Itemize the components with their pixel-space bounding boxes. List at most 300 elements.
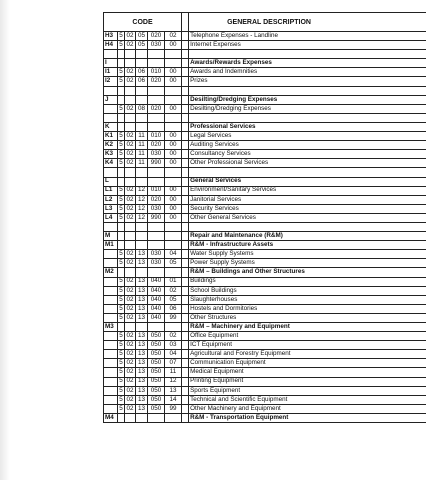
description-cell bbox=[189, 168, 426, 177]
code-digit-cell: 5 bbox=[119, 40, 123, 48]
code-object-cell bbox=[148, 86, 165, 95]
table-row bbox=[104, 195, 426, 204]
code-group-cell: 02 bbox=[126, 377, 134, 385]
row-key-cell bbox=[104, 350, 118, 359]
code-subgroup-cell: 11 bbox=[136, 132, 148, 141]
code-object-cell bbox=[148, 122, 165, 131]
code-group-cell: 02 bbox=[126, 295, 134, 303]
code-sub-object-cell bbox=[165, 222, 182, 231]
section-row bbox=[104, 59, 426, 68]
code-group-cell: 02 bbox=[126, 368, 134, 376]
table-row bbox=[104, 395, 426, 404]
description-cell: Telephone Expenses - Landline bbox=[189, 32, 426, 41]
code-object-cell: 040 bbox=[148, 304, 165, 313]
code-group-cell bbox=[125, 95, 136, 104]
column-gap bbox=[182, 304, 189, 313]
code-sub-object-cell: 14 bbox=[165, 395, 182, 404]
description-cell: Office Equipment bbox=[189, 332, 426, 341]
row-key-cell bbox=[104, 277, 118, 286]
code-subgroup-cell bbox=[136, 122, 148, 131]
code-object-cell bbox=[148, 95, 165, 104]
code-object-cell: 990 bbox=[148, 159, 165, 168]
code-object-cell bbox=[148, 323, 165, 332]
table-row bbox=[104, 141, 426, 150]
description-cell: Security Services bbox=[189, 204, 426, 213]
code-object-cell: 020 bbox=[148, 195, 165, 204]
description-cell: Awards and Indemnities bbox=[189, 68, 426, 77]
code-digit-cell bbox=[118, 323, 125, 332]
code-subgroup-cell bbox=[136, 222, 148, 231]
code-digit-cell bbox=[118, 168, 125, 177]
code-digit-cell: 5 bbox=[119, 31, 123, 39]
code-digit-cell bbox=[118, 50, 125, 59]
code-sub-object-cell: 00 bbox=[165, 104, 182, 113]
description-cell: Agricultural and Forestry Equipment bbox=[189, 350, 426, 359]
code-object-cell: 030 bbox=[148, 204, 165, 213]
column-gap bbox=[182, 359, 189, 368]
code-digit-cell bbox=[118, 86, 125, 95]
code-digit-cell bbox=[118, 122, 125, 131]
code-digit-cell: 5 bbox=[119, 77, 123, 85]
column-gap bbox=[182, 323, 189, 332]
code-subgroup-cell: 13 bbox=[136, 386, 148, 395]
code-subgroup-cell bbox=[136, 177, 148, 186]
code-subgroup-cell: 06 bbox=[136, 68, 148, 77]
code-group-cell: 02 bbox=[126, 259, 134, 267]
column-gap bbox=[182, 59, 189, 68]
section-row bbox=[104, 122, 426, 131]
table-row bbox=[104, 286, 426, 295]
code-group-cell: 02 bbox=[126, 104, 134, 112]
column-gap bbox=[182, 404, 189, 413]
section-row bbox=[104, 268, 426, 277]
description-cell: School Buildings bbox=[189, 286, 426, 295]
column-gap bbox=[182, 68, 189, 77]
description-cell bbox=[189, 222, 426, 231]
code-sub-object-cell: 02 bbox=[165, 332, 182, 341]
code-digit-cell: 5 bbox=[119, 295, 123, 303]
code-object-cell bbox=[148, 113, 165, 122]
code-digit-cell bbox=[118, 95, 125, 104]
column-gap bbox=[182, 368, 189, 377]
code-subgroup-cell bbox=[136, 86, 148, 95]
column-gap bbox=[182, 413, 189, 422]
row-key-cell bbox=[104, 386, 118, 395]
row-key-cell bbox=[104, 304, 118, 313]
description-cell: R&M – Machinery and Equipment bbox=[189, 323, 426, 332]
code-object-cell bbox=[148, 241, 165, 250]
code-object-cell: 020 bbox=[148, 77, 165, 86]
row-key-cell: L bbox=[104, 177, 118, 186]
code-sub-object-cell bbox=[165, 95, 182, 104]
code-sub-object-cell: 04 bbox=[165, 350, 182, 359]
row-key-cell: K2 bbox=[104, 141, 118, 150]
code-group-cell bbox=[125, 50, 136, 59]
code-digit-cell bbox=[118, 113, 125, 122]
code-group-cell: 02 bbox=[126, 213, 134, 221]
row-key-cell: L2 bbox=[104, 195, 118, 204]
code-group-cell: 02 bbox=[126, 359, 134, 367]
code-digit-cell: 5 bbox=[119, 368, 123, 376]
description-cell: Other Machinery and Equipment bbox=[189, 404, 426, 413]
column-gap bbox=[182, 286, 189, 295]
table-row bbox=[104, 304, 426, 313]
code-sub-object-cell: 04 bbox=[165, 250, 182, 259]
code-digit-cell: 5 bbox=[119, 386, 123, 394]
code-object-cell: 030 bbox=[148, 150, 165, 159]
column-gap bbox=[182, 104, 189, 113]
description-cell: Environment/Sanitary Services bbox=[189, 186, 426, 195]
code-group-cell: 02 bbox=[126, 40, 134, 48]
code-object-cell bbox=[148, 50, 165, 59]
code-digit-cell: 5 bbox=[119, 150, 123, 158]
code-subgroup-cell: 13 bbox=[136, 377, 148, 386]
code-digit-cell: 5 bbox=[119, 159, 123, 167]
code-digit-cell: 5 bbox=[119, 395, 123, 403]
code-subgroup-cell: 13 bbox=[136, 332, 148, 341]
description-cell: Repair and Maintenance (R&M) bbox=[189, 232, 426, 241]
description-cell: Other Structures bbox=[189, 313, 426, 322]
code-sub-object-cell: 00 bbox=[165, 195, 182, 204]
table-row bbox=[104, 86, 426, 95]
description-cell bbox=[189, 113, 426, 122]
code-sub-object-cell: 00 bbox=[165, 186, 182, 195]
code-group-cell: 02 bbox=[126, 195, 134, 203]
code-object-cell bbox=[148, 232, 165, 241]
row-key-cell: L4 bbox=[104, 213, 118, 222]
column-gap bbox=[182, 113, 189, 122]
code-subgroup-cell bbox=[136, 59, 148, 68]
code-group-cell bbox=[125, 59, 136, 68]
code-sub-object-cell bbox=[165, 177, 182, 186]
code-digit-cell: 5 bbox=[119, 195, 123, 203]
code-digit-cell bbox=[118, 222, 125, 231]
section-row bbox=[104, 413, 426, 422]
column-gap bbox=[182, 141, 189, 150]
code-subgroup-cell: 13 bbox=[136, 286, 148, 295]
code-subgroup-cell: 13 bbox=[136, 341, 148, 350]
code-object-cell: 050 bbox=[148, 368, 165, 377]
column-gap bbox=[182, 232, 189, 241]
row-key-cell bbox=[104, 104, 118, 113]
code-group-cell: 02 bbox=[126, 77, 134, 85]
scan-edge bbox=[0, 0, 10, 480]
description-cell: Legal Services bbox=[189, 132, 426, 141]
description-cell: ICT Equipment bbox=[189, 341, 426, 350]
code-sub-object-cell bbox=[165, 268, 182, 277]
code-sub-object-cell: 00 bbox=[165, 132, 182, 141]
code-digit-cell: 5 bbox=[119, 204, 123, 212]
row-key-cell: M bbox=[104, 232, 118, 241]
column-gap bbox=[182, 32, 189, 41]
code-group-cell bbox=[125, 232, 136, 241]
code-object-cell: 020 bbox=[148, 32, 165, 41]
column-gap bbox=[182, 250, 189, 259]
column-gap bbox=[182, 177, 189, 186]
code-subgroup-cell bbox=[136, 232, 148, 241]
column-gap bbox=[182, 132, 189, 141]
column-gap bbox=[182, 41, 189, 50]
code-sub-object-cell bbox=[165, 241, 182, 250]
code-sub-object-cell: 05 bbox=[165, 259, 182, 268]
table-row bbox=[104, 359, 426, 368]
code-object-cell: 040 bbox=[148, 313, 165, 322]
row-key-cell: M1 bbox=[104, 241, 118, 250]
description-cell: Internet Expenses bbox=[189, 41, 426, 50]
section-row bbox=[104, 232, 426, 241]
code-subgroup-cell: 08 bbox=[136, 104, 148, 113]
table-row bbox=[104, 368, 426, 377]
table-row bbox=[104, 32, 426, 41]
code-object-cell bbox=[148, 168, 165, 177]
description-cell: Hostels and Dormitories bbox=[189, 304, 426, 313]
code-group-cell: 02 bbox=[126, 159, 134, 167]
code-digit-cell: 5 bbox=[119, 141, 123, 149]
row-key-cell bbox=[104, 286, 118, 295]
table-row bbox=[104, 213, 426, 222]
code-digit-cell bbox=[118, 59, 125, 68]
code-object-cell: 010 bbox=[148, 68, 165, 77]
code-subgroup-cell: 13 bbox=[136, 250, 148, 259]
code-sub-object-cell bbox=[165, 59, 182, 68]
code-group-cell: 02 bbox=[126, 131, 134, 139]
code-sub-object-cell bbox=[165, 122, 182, 131]
code-group-cell: 02 bbox=[126, 31, 134, 39]
code-sub-object-cell bbox=[165, 113, 182, 122]
row-key-cell: I2 bbox=[104, 77, 118, 86]
code-object-cell: 040 bbox=[148, 286, 165, 295]
row-key-cell: L1 bbox=[104, 186, 118, 195]
code-group-cell: 02 bbox=[126, 395, 134, 403]
code-group-cell: 02 bbox=[126, 331, 134, 339]
row-key-cell bbox=[104, 404, 118, 413]
code-digit-cell: 5 bbox=[119, 104, 123, 112]
code-object-cell: 030 bbox=[148, 250, 165, 259]
row-key-cell bbox=[104, 341, 118, 350]
code-digit-cell: 5 bbox=[119, 213, 123, 221]
code-sub-object-cell: 07 bbox=[165, 359, 182, 368]
code-object-cell: 050 bbox=[148, 350, 165, 359]
code-subgroup-cell: 13 bbox=[136, 359, 148, 368]
code-digit-cell: 5 bbox=[119, 68, 123, 76]
description-cell: Auditing Services bbox=[189, 141, 426, 150]
code-sub-object-cell: 00 bbox=[165, 159, 182, 168]
description-cell: Desilting/Dredging Expenses bbox=[189, 95, 426, 104]
code-sub-object-cell bbox=[165, 413, 182, 422]
section-row bbox=[104, 95, 426, 104]
column-gap bbox=[182, 222, 189, 231]
row-key-cell: M3 bbox=[104, 323, 118, 332]
row-key-cell: K bbox=[104, 122, 118, 131]
row-key-cell bbox=[104, 313, 118, 322]
code-digit-cell bbox=[118, 177, 125, 186]
description-cell: Professional Services bbox=[189, 122, 426, 131]
code-sub-object-cell: 00 bbox=[165, 141, 182, 150]
description-header: GENERAL DESCRIPTION bbox=[189, 13, 426, 32]
column-gap bbox=[182, 50, 189, 59]
table-row bbox=[104, 295, 426, 304]
code-subgroup-cell: 12 bbox=[136, 204, 148, 213]
code-subgroup-cell: 11 bbox=[136, 150, 148, 159]
section-row bbox=[104, 177, 426, 186]
code-group-cell: 02 bbox=[126, 68, 134, 76]
code-group-cell bbox=[125, 113, 136, 122]
table-row bbox=[104, 159, 426, 168]
column-gap bbox=[182, 259, 189, 268]
column-gap bbox=[182, 313, 189, 322]
description-cell bbox=[189, 50, 426, 59]
table-row bbox=[104, 404, 426, 413]
description-cell: General Services bbox=[189, 177, 426, 186]
table-row bbox=[104, 186, 426, 195]
column-gap bbox=[182, 168, 189, 177]
code-header: CODE bbox=[104, 13, 182, 32]
row-key-cell bbox=[104, 295, 118, 304]
table-row bbox=[104, 204, 426, 213]
column-gap bbox=[182, 332, 189, 341]
code-group-cell: 02 bbox=[126, 404, 134, 412]
code-subgroup-cell: 11 bbox=[136, 159, 148, 168]
code-object-cell: 010 bbox=[148, 186, 165, 195]
table-row bbox=[104, 332, 426, 341]
code-sub-object-cell bbox=[165, 168, 182, 177]
table-row bbox=[104, 250, 426, 259]
code-subgroup-cell: 05 bbox=[136, 41, 148, 50]
code-group-cell: 02 bbox=[126, 204, 134, 212]
table-header-row bbox=[104, 13, 426, 32]
code-subgroup-cell bbox=[136, 413, 148, 422]
table-row bbox=[104, 259, 426, 268]
description-cell: R&M - Infrastructure Assets bbox=[189, 241, 426, 250]
code-group-cell: 02 bbox=[126, 186, 134, 194]
code-object-cell: 030 bbox=[148, 41, 165, 50]
code-group-cell: 02 bbox=[126, 313, 134, 321]
code-subgroup-cell: 12 bbox=[136, 213, 148, 222]
code-sub-object-cell: 00 bbox=[165, 68, 182, 77]
code-digit-cell: 5 bbox=[119, 359, 123, 367]
code-digit-cell: 5 bbox=[119, 377, 123, 385]
column-gap bbox=[182, 386, 189, 395]
description-cell: Printing Equipment bbox=[189, 377, 426, 386]
code-digit-cell bbox=[118, 413, 125, 422]
code-digit-cell bbox=[118, 268, 125, 277]
code-group-cell bbox=[125, 413, 136, 422]
table-row bbox=[104, 350, 426, 359]
code-sub-object-cell: 99 bbox=[165, 313, 182, 322]
description-cell bbox=[189, 86, 426, 95]
code-object-cell: 050 bbox=[148, 332, 165, 341]
table-row bbox=[104, 113, 426, 122]
code-sub-object-cell: 00 bbox=[165, 204, 182, 213]
table-row bbox=[104, 150, 426, 159]
code-digit-cell: 5 bbox=[119, 259, 123, 267]
code-subgroup-cell bbox=[136, 241, 148, 250]
row-key-cell bbox=[104, 250, 118, 259]
code-digit-cell: 5 bbox=[119, 186, 123, 194]
column-gap bbox=[182, 95, 189, 104]
header-gap bbox=[182, 13, 189, 32]
description-cell: R&M – Buildings and Other Structures bbox=[189, 268, 426, 277]
column-gap bbox=[182, 186, 189, 195]
table-row bbox=[104, 222, 426, 231]
code-object-cell bbox=[148, 268, 165, 277]
code-group-cell: 02 bbox=[126, 386, 134, 394]
code-subgroup-cell: 06 bbox=[136, 77, 148, 86]
description-cell: Sports Equipment bbox=[189, 386, 426, 395]
column-gap bbox=[182, 86, 189, 95]
code-subgroup-cell bbox=[136, 95, 148, 104]
code-subgroup-cell bbox=[136, 323, 148, 332]
code-sub-object-cell: 03 bbox=[165, 341, 182, 350]
code-object-cell bbox=[148, 59, 165, 68]
code-subgroup-cell bbox=[136, 50, 148, 59]
section-row bbox=[104, 241, 426, 250]
code-subgroup-cell: 13 bbox=[136, 259, 148, 268]
code-subgroup-cell: 13 bbox=[136, 350, 148, 359]
code-sub-object-cell: 12 bbox=[165, 377, 182, 386]
description-cell: Slaughterhouses bbox=[189, 295, 426, 304]
code-object-cell: 040 bbox=[148, 277, 165, 286]
table-row bbox=[104, 377, 426, 386]
code-group-cell: 02 bbox=[126, 341, 134, 349]
row-key-cell bbox=[104, 259, 118, 268]
code-digit-cell: 5 bbox=[119, 350, 123, 358]
code-subgroup-cell: 13 bbox=[136, 304, 148, 313]
code-object-cell bbox=[148, 413, 165, 422]
description-cell: Water Supply Systems bbox=[189, 250, 426, 259]
description-cell: Communication Equipment bbox=[189, 359, 426, 368]
code-digit-cell bbox=[118, 241, 125, 250]
code-subgroup-cell: 13 bbox=[136, 404, 148, 413]
code-subgroup-cell: 13 bbox=[136, 313, 148, 322]
description-cell: Desilting/Dredging Expenses bbox=[189, 104, 426, 113]
column-gap bbox=[182, 213, 189, 222]
row-key-cell: H3 bbox=[104, 32, 118, 41]
code-digit-cell: 5 bbox=[119, 250, 123, 258]
code-digit-cell: 5 bbox=[119, 277, 123, 285]
column-gap bbox=[182, 195, 189, 204]
description-cell: Awards/Rewards Expenses bbox=[189, 59, 426, 68]
row-key-cell: K1 bbox=[104, 132, 118, 141]
code-digit-cell: 5 bbox=[119, 331, 123, 339]
code-digit-cell: 5 bbox=[119, 304, 123, 312]
code-group-cell bbox=[125, 323, 136, 332]
table-row bbox=[104, 386, 426, 395]
column-gap bbox=[182, 268, 189, 277]
row-key-cell bbox=[104, 50, 118, 59]
row-key-cell: K3 bbox=[104, 150, 118, 159]
row-key-cell bbox=[104, 395, 118, 404]
table-row bbox=[104, 41, 426, 50]
description-cell: Prizes bbox=[189, 77, 426, 86]
code-sub-object-cell bbox=[165, 323, 182, 332]
column-gap bbox=[182, 204, 189, 213]
column-gap bbox=[182, 377, 189, 386]
code-group-cell: 02 bbox=[126, 250, 134, 258]
code-object-cell bbox=[148, 222, 165, 231]
row-key-cell: I bbox=[104, 59, 118, 68]
row-key-cell: M4 bbox=[104, 413, 118, 422]
table-row bbox=[104, 50, 426, 59]
description-cell: Medical Equipment bbox=[189, 368, 426, 377]
column-gap bbox=[182, 350, 189, 359]
code-object-cell: 050 bbox=[148, 386, 165, 395]
column-gap bbox=[182, 122, 189, 131]
code-sub-object-cell: 00 bbox=[165, 77, 182, 86]
code-subgroup-cell bbox=[136, 268, 148, 277]
code-sub-object-cell: 00 bbox=[165, 150, 182, 159]
code-group-cell bbox=[125, 177, 136, 186]
